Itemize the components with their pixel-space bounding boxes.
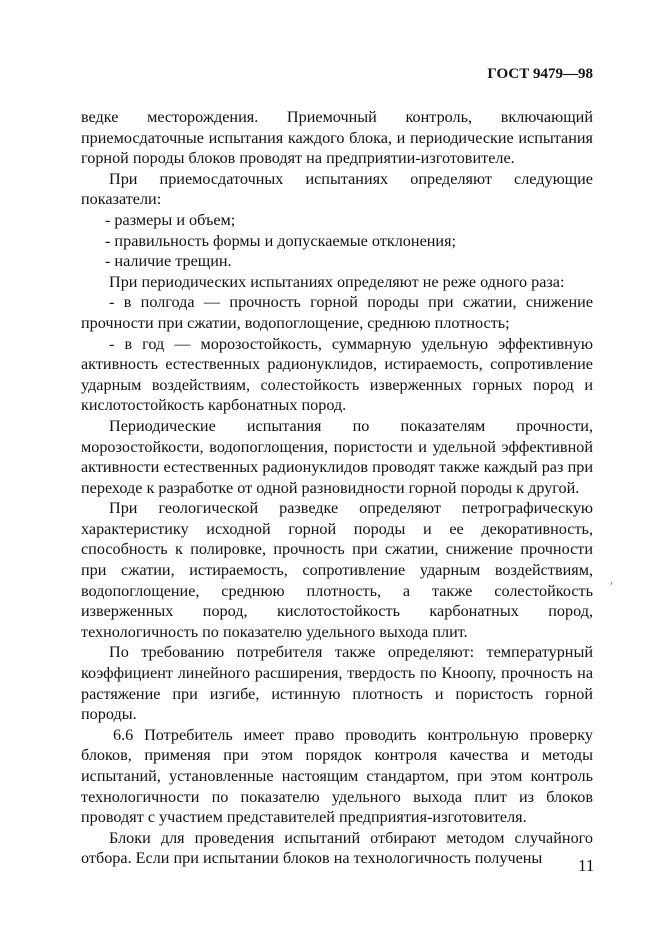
list-item: - в полгода — прочность горной породы при сжатии, снижение прочности при сжатии, водопоглощение, среднюю плотность; <box>81 293 593 332</box>
list-item: - в год — морозостойкость, суммарную удельную эффективную активность естественных радионуклидов, истираемость, сопротивление ударным воздействиям, солестойкость изверженных горных пород и кислотостойкость карбонатных пород. <box>81 334 593 415</box>
document-header: ГОСТ 9479—98 <box>487 66 593 82</box>
paragraph: По требованию потребителя также определяют: температурный коэффициент линейного расширения, твердость по Кноопу, прочность на растяжение при изгибе, истинную плотность и пористость горной породы. <box>81 643 593 724</box>
list-item: - наличие трещин. <box>105 252 232 271</box>
paragraph: Периодические испытания по показателям прочности, морозостойкости, водопоглощения, пористости и удельной эффективной активности естественных радионуклидов проводят также каждый раз при переходе к разработке от одной разновидности горной породы к другой. <box>81 416 593 497</box>
document-body <box>81 107 593 869</box>
paragraph: При периодических испытаниях определяют не реже одного раза: <box>109 272 565 291</box>
paragraph: ведке месторождения. Приемочный контроль, включающий приемосдаточные испытания каждого блока, и периодические испытания горной породы блоков проводят на предприятии-изготовителе. <box>81 108 593 168</box>
list-item: - правильность формы и допускаемые отклонения; <box>105 231 457 250</box>
page-number: 11 <box>578 856 595 875</box>
paragraph: При геологической разведке определяют петрографическую характеристику исходной горной породы и ее декоративность, способность к полировке, прочность при сжатии, снижение прочности при сжатии, истираемость, сопротивление ударным воздействиям, водопоглощение, среднюю плотность, а также солестойкость изверженных пород, кислотостойкость карбонатных пород, технологичность по показателю удельного выхода плит. <box>81 499 593 641</box>
list-item: - размеры и объем; <box>105 210 236 229</box>
paragraph: Блоки для проведения испытаний отбирают методом случайного отбора. Если при испытании блоков на технологичность получены <box>81 828 593 868</box>
stray-mark: , <box>610 572 613 586</box>
paragraph: При приемосдаточных испытаниях определяют следующие показатели: <box>81 169 593 209</box>
section-paragraph: 6.6 Потребитель имеет право проводить контрольную проверку блоков, применяя при этом порядок контроля качества и методы испытаний, установленные настоящим стандартом, при этом контроль технологичности по показателю удельного выхода плит из блоков проводят с участием представителей предприятия-изготовителя. <box>81 725 593 827</box>
